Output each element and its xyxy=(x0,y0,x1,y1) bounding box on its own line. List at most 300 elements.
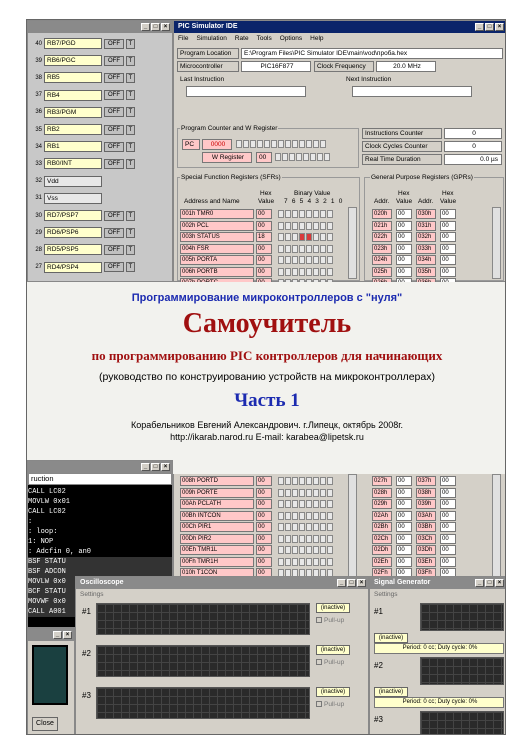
instructions-counter-label: Instructions Counter xyxy=(362,128,442,139)
bit-cell[interactable] xyxy=(264,140,270,148)
bit-cell[interactable] xyxy=(327,489,333,497)
bit-cell[interactable] xyxy=(278,268,284,276)
bit-cell[interactable] xyxy=(292,477,298,485)
gpr-value[interactable]: 00 xyxy=(396,488,412,498)
bit-cell[interactable] xyxy=(285,523,291,531)
signal-generator-settings-menu[interactable]: Settings xyxy=(374,591,398,598)
sfr-name: 001h TMR0 xyxy=(180,209,254,219)
pin-number: 30 xyxy=(35,212,42,219)
listing-line: BCF STATU xyxy=(28,587,172,597)
gpr-value[interactable]: 00 xyxy=(440,244,456,254)
gpr-value[interactable]: 00 xyxy=(396,255,412,265)
bit-cell[interactable] xyxy=(327,477,333,485)
maximize-button[interactable]: □ xyxy=(485,23,494,31)
bit-cell[interactable] xyxy=(327,500,333,508)
bit-cell[interactable] xyxy=(292,222,298,230)
gpr-address: 02Fh xyxy=(372,568,392,578)
gpr-value[interactable]: 00 xyxy=(396,511,412,521)
sfr-hex-value[interactable]: 00 xyxy=(256,511,272,521)
gpr-scrollbar-lower[interactable] xyxy=(492,474,501,578)
pin-off-button[interactable]: OFF xyxy=(104,142,124,152)
channel-state[interactable]: (inactive) xyxy=(316,603,350,613)
close-button[interactable]: × xyxy=(495,23,504,31)
clock-frequency-field[interactable]: 20.0 MHz xyxy=(376,61,436,72)
bit-cell[interactable] xyxy=(306,558,312,566)
menu-simulation[interactable]: Simulation xyxy=(196,35,227,42)
bit-cell[interactable] xyxy=(313,512,319,520)
bit-cell[interactable] xyxy=(292,210,298,218)
pin-off-button[interactable]: OFF xyxy=(104,107,124,117)
bit-cell[interactable] xyxy=(320,256,326,264)
pullup-checkbox[interactable] xyxy=(316,659,344,666)
bit-cell[interactable] xyxy=(292,489,298,497)
pin-toggle-button[interactable]: T xyxy=(126,107,135,117)
bit-cell[interactable] xyxy=(327,222,333,230)
bit-cell[interactable] xyxy=(313,210,319,218)
title-banner xyxy=(27,282,506,474)
bit-cell[interactable] xyxy=(320,245,326,253)
sfr-hex-value[interactable]: 00 xyxy=(256,209,272,219)
pin-name: RB7/PGD xyxy=(44,38,102,49)
bit-cell[interactable] xyxy=(278,210,284,218)
bit-cell[interactable] xyxy=(292,523,298,531)
bit-cell[interactable] xyxy=(320,546,326,554)
channel-state[interactable]: (inactive) xyxy=(374,687,408,697)
close-button[interactable]: × xyxy=(63,631,72,639)
sfr-hex-value[interactable]: 00 xyxy=(256,499,272,509)
bit-cell[interactable] xyxy=(285,558,291,566)
gpr-value[interactable]: 00 xyxy=(396,545,412,555)
bit-cell[interactable] xyxy=(327,233,333,241)
bit-cell[interactable] xyxy=(285,535,291,543)
maximize-button[interactable]: □ xyxy=(151,23,160,31)
bit-cell[interactable] xyxy=(310,153,316,161)
bit-cell[interactable] xyxy=(313,523,319,531)
bit-cell[interactable] xyxy=(278,477,284,485)
gpr-value[interactable]: 00 xyxy=(396,244,412,254)
bit-cell[interactable] xyxy=(327,512,333,520)
maximize-button[interactable]: □ xyxy=(347,579,356,587)
gpr-group-label: General Purpose Registers (GPRs) xyxy=(371,174,473,181)
sfr-hex-value[interactable]: 00 xyxy=(256,476,272,486)
checkbox-icon[interactable] xyxy=(316,617,322,623)
bit-cell[interactable] xyxy=(320,140,326,148)
gpr-value[interactable]: 00 xyxy=(396,267,412,277)
bit-cell[interactable] xyxy=(257,140,263,148)
bit-cell[interactable] xyxy=(292,268,298,276)
bit-cell[interactable] xyxy=(299,558,305,566)
bit-cell[interactable] xyxy=(320,512,326,520)
gpr-scrollbar[interactable] xyxy=(492,207,501,279)
bit-cell[interactable] xyxy=(299,535,305,543)
checkbox-icon[interactable] xyxy=(316,701,322,707)
maximize-button[interactable]: □ xyxy=(485,579,494,587)
gpr-value[interactable]: 00 xyxy=(396,232,412,242)
period-display: Period: 0 cc; Duty cycle: 0% xyxy=(374,643,504,654)
pin-off-button[interactable]: OFF xyxy=(104,56,124,66)
pin-off-button[interactable]: OFF xyxy=(104,262,124,272)
pin-name: RB5 xyxy=(44,72,102,83)
bit-cell[interactable] xyxy=(285,210,291,218)
bit-cell[interactable] xyxy=(285,256,291,264)
sfr-binary-bits xyxy=(278,222,333,231)
bit-cell[interactable] xyxy=(320,535,326,543)
bit-cell[interactable] xyxy=(313,245,319,253)
bit-cell[interactable] xyxy=(327,535,333,543)
gpr-value[interactable]: 00 xyxy=(440,476,456,486)
gpr-value[interactable]: 00 xyxy=(440,209,456,219)
bit-cell[interactable] xyxy=(306,489,312,497)
pin-toggle-button[interactable]: T xyxy=(126,245,135,255)
program-titlebar[interactable] xyxy=(28,461,172,473)
bit-cell[interactable] xyxy=(292,512,298,520)
sfr-hex-value[interactable]: 00 xyxy=(256,221,272,231)
bit-cell[interactable] xyxy=(299,245,305,253)
bit-cell[interactable] xyxy=(306,535,312,543)
pin-toggle-button[interactable]: T xyxy=(126,125,135,135)
bit-cell[interactable] xyxy=(285,268,291,276)
signal-generator-titlebar[interactable] xyxy=(370,577,506,589)
pin-number: 31 xyxy=(35,195,42,202)
sfr-hex-value[interactable]: 00 xyxy=(256,255,272,265)
bit-cell[interactable] xyxy=(292,546,298,554)
gpr-value[interactable]: 00 xyxy=(440,522,456,532)
sfr-scrollbar-lower[interactable] xyxy=(348,474,357,578)
bit-cell[interactable] xyxy=(299,512,305,520)
gpr-value[interactable]: 00 xyxy=(440,568,456,578)
pin-toggle-button[interactable]: T xyxy=(126,228,135,238)
gpr-value[interactable]: 00 xyxy=(440,488,456,498)
pin-toggle-button[interactable]: T xyxy=(126,142,135,152)
close-button[interactable]: × xyxy=(161,23,170,31)
bit-cell[interactable] xyxy=(320,558,326,566)
gpr-value[interactable]: 00 xyxy=(396,499,412,509)
pin-row xyxy=(30,54,135,67)
gpr-value[interactable]: 00 xyxy=(440,545,456,555)
bit-cell[interactable] xyxy=(313,546,319,554)
bit-cell[interactable] xyxy=(299,546,305,554)
bit-cell[interactable] xyxy=(306,268,312,276)
bit-cell[interactable] xyxy=(299,140,305,148)
real-time-field: 0.0 µs xyxy=(444,154,502,165)
sfr-col-binary: Binary Value xyxy=(294,190,331,197)
bit-cell[interactable] xyxy=(285,245,291,253)
bit-cell[interactable] xyxy=(320,489,326,497)
last-instruction-label: Last Instruction xyxy=(180,76,225,83)
bit-cell[interactable] xyxy=(306,500,312,508)
bit-cell[interactable] xyxy=(320,222,326,230)
gpr-value[interactable]: 00 xyxy=(396,557,412,567)
bit-cell[interactable] xyxy=(278,233,284,241)
gpr-value[interactable]: 00 xyxy=(440,557,456,567)
bit-cell[interactable] xyxy=(327,245,333,253)
bit-cell[interactable] xyxy=(275,153,281,161)
pin-toggle-button[interactable]: T xyxy=(126,73,135,83)
bit-cell[interactable] xyxy=(292,500,298,508)
bit-cell[interactable] xyxy=(278,535,284,543)
listing-line: : Adcfin 0, an0 xyxy=(28,548,92,556)
minimize-button[interactable]: _ xyxy=(141,463,150,471)
sfr-hex-value[interactable]: 00 xyxy=(256,557,272,567)
menu-options[interactable]: Options xyxy=(279,35,303,42)
sfr-hex-value[interactable]: 00 xyxy=(256,534,272,544)
sfr-hex-value[interactable]: 00 xyxy=(256,568,272,578)
close-button[interactable]: Close xyxy=(32,717,58,731)
gpr-address: 031h xyxy=(416,221,436,231)
pc-bits xyxy=(236,140,326,149)
bit-cell[interactable] xyxy=(285,500,291,508)
channel-state[interactable]: (inactive) xyxy=(316,645,350,655)
bit-cell[interactable] xyxy=(278,558,284,566)
pin-toggle-button[interactable]: T xyxy=(126,159,135,169)
bit-cell[interactable] xyxy=(296,153,302,161)
pin-off-button[interactable]: OFF xyxy=(104,125,124,135)
sfr-name: 009h PORTE xyxy=(180,488,254,498)
bit-cell[interactable] xyxy=(299,256,305,264)
minimize-button[interactable]: _ xyxy=(475,579,484,587)
gpr-address: 028h xyxy=(372,488,392,498)
bit-cell[interactable] xyxy=(327,210,333,218)
pin-toggle-button[interactable]: T xyxy=(126,56,135,66)
bit-cell[interactable] xyxy=(299,233,305,241)
bit-cell[interactable] xyxy=(285,477,291,485)
pin-off-button[interactable]: OFF xyxy=(104,90,124,100)
bit-cell[interactable] xyxy=(320,268,326,276)
bit-cell[interactable] xyxy=(327,546,333,554)
bit-cell[interactable] xyxy=(285,512,291,520)
close-button[interactable]: × xyxy=(495,579,504,587)
bit-cell[interactable] xyxy=(320,477,326,485)
bit-cell[interactable] xyxy=(299,222,305,230)
signal-display xyxy=(420,603,504,631)
banner-author: Корабельников Евгений Александрович. г.Липецк, октябрь 2008г. xyxy=(131,420,403,430)
minimize-button[interactable]: _ xyxy=(53,631,62,639)
gpr-address: 02Ch xyxy=(372,534,392,544)
bit-cell[interactable] xyxy=(278,489,284,497)
channel-label: #3 xyxy=(82,691,91,700)
program-location-field[interactable]: E:\Program Files\PIC Simulator IDE\main\vod\проба.hex xyxy=(241,48,503,59)
minimize-button[interactable]: _ xyxy=(475,23,484,31)
pin-toggle-button[interactable]: T xyxy=(126,262,135,272)
pin-row xyxy=(30,243,135,256)
channel-state[interactable]: (inactive) xyxy=(374,633,408,643)
maximize-button[interactable]: □ xyxy=(151,463,160,471)
listing-line: MOVWF 0x0 xyxy=(28,597,172,607)
gpr-value[interactable]: 00 xyxy=(396,522,412,532)
close-button[interactable]: × xyxy=(357,579,366,587)
menu-help[interactable]: Help xyxy=(310,35,324,42)
pin-off-button[interactable]: OFF xyxy=(104,39,124,49)
bit-cell[interactable] xyxy=(317,153,323,161)
bit-cell[interactable] xyxy=(299,523,305,531)
bit-cell[interactable] xyxy=(289,153,295,161)
sfr-hex-value[interactable]: 00 xyxy=(256,267,272,277)
bit-cell[interactable] xyxy=(278,500,284,508)
pc-w-group-label: Program Counter and W Register xyxy=(181,125,278,132)
sfr-hex-value[interactable]: 18 xyxy=(256,232,272,242)
gpr-col-value: Value xyxy=(396,198,413,205)
menu-tools[interactable]: Tools xyxy=(256,35,272,42)
gpr-address: 039h xyxy=(416,499,436,509)
bit-cell[interactable] xyxy=(313,535,319,543)
bit-cell[interactable] xyxy=(271,140,277,148)
bit-cell[interactable] xyxy=(313,222,319,230)
bit-cell[interactable] xyxy=(306,256,312,264)
pullup-checkbox[interactable] xyxy=(316,701,344,708)
gpr-value[interactable]: 00 xyxy=(440,499,456,509)
minimize-button[interactable]: _ xyxy=(141,23,150,31)
bit-cell[interactable] xyxy=(292,558,298,566)
bit-cell[interactable] xyxy=(306,210,312,218)
pin-row xyxy=(30,157,135,170)
bit-cell[interactable] xyxy=(306,222,312,230)
sfr-hex-value[interactable]: 00 xyxy=(256,545,272,555)
bit-cell[interactable] xyxy=(292,535,298,543)
pin-number: 35 xyxy=(35,126,42,133)
bit-cell[interactable] xyxy=(306,512,312,520)
pin-toggle-button[interactable]: T xyxy=(126,39,135,49)
checkbox-icon[interactable] xyxy=(316,659,322,665)
bit-cell[interactable] xyxy=(236,140,242,148)
bit-cell[interactable] xyxy=(313,558,319,566)
pin-off-button[interactable]: OFF xyxy=(104,245,124,255)
microcontroller-field[interactable]: PIC16F877 xyxy=(241,61,311,72)
close-button[interactable]: × xyxy=(161,463,170,471)
bit-cell[interactable] xyxy=(320,210,326,218)
sfr-binary-bits xyxy=(278,477,333,486)
bit-cell[interactable] xyxy=(299,268,305,276)
sfr-scrollbar[interactable] xyxy=(348,207,357,279)
bit-cell[interactable] xyxy=(324,153,330,161)
bit-cell[interactable] xyxy=(313,140,319,148)
sfr-name: 008h PORTD xyxy=(180,476,254,486)
bit-cell[interactable] xyxy=(306,523,312,531)
bit-cell[interactable] xyxy=(299,489,305,497)
instructions-counter-field: 0 xyxy=(444,128,502,139)
sfr-name: 006h PORTB xyxy=(180,267,254,277)
bit-cell[interactable] xyxy=(313,256,319,264)
bit-cell[interactable] xyxy=(327,558,333,566)
bit-cell[interactable] xyxy=(327,268,333,276)
gpr-value[interactable]: 00 xyxy=(396,221,412,231)
bit-cell[interactable] xyxy=(306,233,312,241)
gpr-address: 03Bh xyxy=(416,522,436,532)
bit-cell[interactable] xyxy=(313,268,319,276)
bit-cell[interactable] xyxy=(327,256,333,264)
sfr-col-value: Value xyxy=(258,198,275,205)
gpr-value[interactable]: 00 xyxy=(396,534,412,544)
bit-cell[interactable] xyxy=(306,140,312,148)
pin-name: Vss xyxy=(44,193,102,204)
oscilloscope-titlebar[interactable] xyxy=(76,577,368,589)
pin-toggle-button[interactable]: T xyxy=(126,211,135,221)
bit-cell[interactable] xyxy=(292,233,298,241)
pin-off-button[interactable]: OFF xyxy=(104,211,124,221)
bit-cell[interactable] xyxy=(285,222,291,230)
bit-cell[interactable] xyxy=(320,233,326,241)
pin-off-button[interactable]: OFF xyxy=(104,159,124,169)
bit-cell[interactable] xyxy=(306,546,312,554)
pin-off-button[interactable]: OFF xyxy=(104,73,124,83)
oscilloscope-settings-menu[interactable]: Settings xyxy=(80,591,104,598)
gpr-value[interactable]: 00 xyxy=(440,221,456,231)
sfr-hex-value[interactable]: 00 xyxy=(256,522,272,532)
gpr-address: 038h xyxy=(416,488,436,498)
bit-cell[interactable] xyxy=(320,500,326,508)
bit-cell[interactable] xyxy=(278,512,284,520)
bit-cell[interactable] xyxy=(292,245,298,253)
bit-cell[interactable] xyxy=(292,256,298,264)
bit-cell[interactable] xyxy=(278,523,284,531)
pin-name: RB6/PGC xyxy=(44,55,102,66)
pins-titlebar[interactable] xyxy=(28,21,172,33)
listing-line: CALL A001 xyxy=(28,607,172,617)
gpr-value[interactable]: 00 xyxy=(440,534,456,544)
listing-line: MOVLW 0x01 xyxy=(28,498,71,506)
bit-cell[interactable] xyxy=(292,140,298,148)
bit-cell[interactable] xyxy=(250,140,256,148)
ide-titlebar[interactable] xyxy=(174,21,506,33)
bit-cell[interactable] xyxy=(282,153,288,161)
bit-cell[interactable] xyxy=(306,477,312,485)
minimize-button[interactable]: _ xyxy=(337,579,346,587)
bit-cell[interactable] xyxy=(313,489,319,497)
bit-cell[interactable] xyxy=(320,523,326,531)
gpr-value[interactable]: 00 xyxy=(440,267,456,277)
sfr-hex-value[interactable]: 00 xyxy=(256,244,272,254)
bit-cell[interactable] xyxy=(285,233,291,241)
gpr-value[interactable]: 00 xyxy=(396,476,412,486)
small-titlebar[interactable] xyxy=(28,629,74,641)
bit-cell[interactable] xyxy=(299,210,305,218)
bit-cell[interactable] xyxy=(278,256,284,264)
bit-cell[interactable] xyxy=(243,140,249,148)
gpr-value[interactable]: 00 xyxy=(396,568,412,578)
bit-cell[interactable] xyxy=(313,477,319,485)
pullup-checkbox[interactable] xyxy=(316,617,344,624)
bit-cell[interactable] xyxy=(285,489,291,497)
bit-cell[interactable] xyxy=(313,233,319,241)
bit-cell[interactable] xyxy=(299,477,305,485)
bit-cell[interactable] xyxy=(278,222,284,230)
bit-cell[interactable] xyxy=(285,546,291,554)
bit-cell[interactable] xyxy=(278,245,284,253)
bit-cell[interactable] xyxy=(299,500,305,508)
menu-rate[interactable]: Rate xyxy=(234,35,249,42)
banner-subtitle: Программирование микроконтроллеров с "нуля" xyxy=(131,292,403,304)
bit-cell[interactable] xyxy=(278,546,284,554)
bit-cell[interactable] xyxy=(313,500,319,508)
period-display: Period: 0 cc; Duty cycle: 0% xyxy=(374,697,504,708)
gpr-value[interactable]: 00 xyxy=(440,232,456,242)
bit-cell[interactable] xyxy=(303,153,309,161)
sfr-hex-value[interactable]: 00 xyxy=(256,488,272,498)
channel-state[interactable]: (inactive) xyxy=(316,687,350,697)
gpr-value[interactable]: 00 xyxy=(440,511,456,521)
bit-cell[interactable] xyxy=(306,245,312,253)
bit-cell[interactable] xyxy=(327,523,333,531)
gpr-address: 022h xyxy=(372,232,392,242)
gpr-address: 029h xyxy=(372,499,392,509)
pin-toggle-button[interactable]: T xyxy=(126,90,135,100)
pin-off-button[interactable]: OFF xyxy=(104,228,124,238)
sfr-name: 00Bh INTCON xyxy=(180,511,254,521)
bit-cell[interactable] xyxy=(278,140,284,148)
gpr-value[interactable]: 00 xyxy=(440,255,456,265)
bit-cell[interactable] xyxy=(285,140,291,148)
gpr-value[interactable]: 00 xyxy=(396,209,412,219)
menu-file[interactable]: File xyxy=(178,35,189,42)
